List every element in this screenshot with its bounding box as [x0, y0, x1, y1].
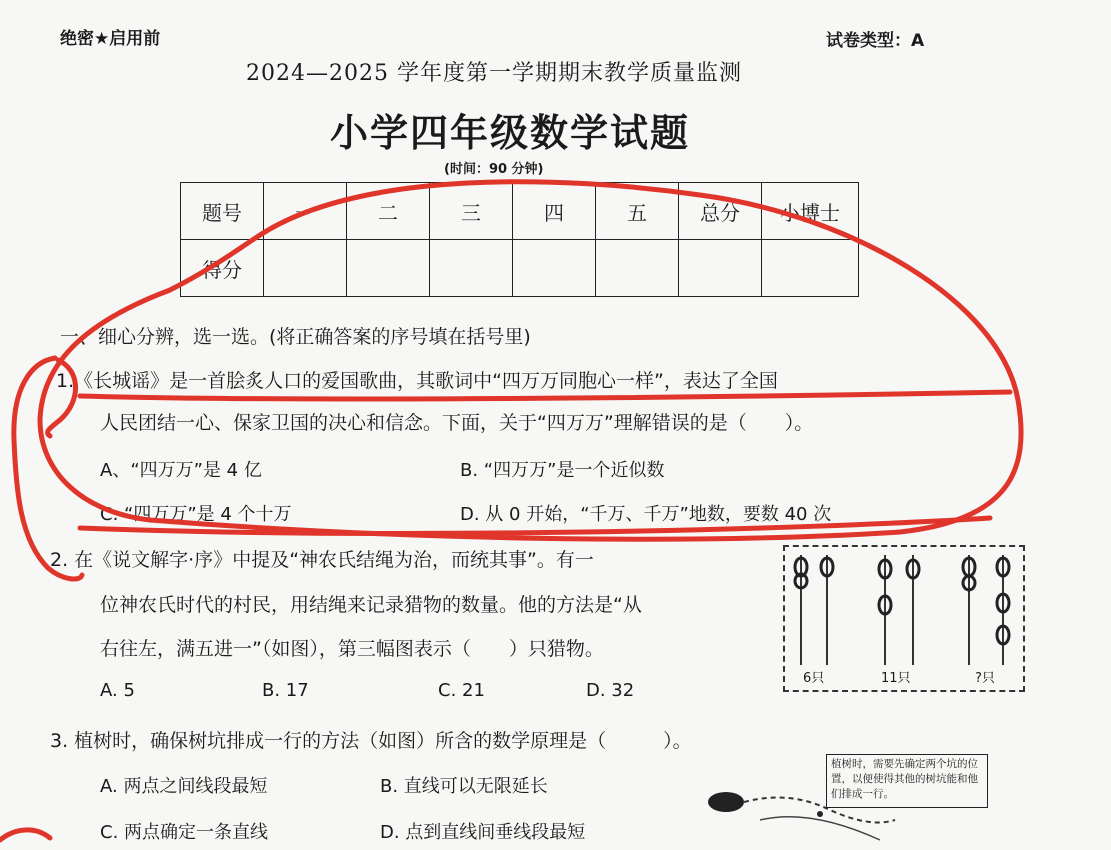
score-table	[180, 182, 859, 297]
question-1-line-1: 1.《长城谣》是一首脍炙人口的爱国歌曲，其歌词中“四万万同胞心一样”，表达了全国	[56, 370, 778, 392]
q1-option-a[interactable]: A、“四万万”是 4 亿	[100, 460, 262, 481]
score-input-cell[interactable]	[264, 240, 347, 297]
q3-option-d[interactable]: D. 点到直线间垂线段最短	[380, 822, 586, 843]
question-2-line-2: 位神农氏时代的村民，用结绳来记录猎物的数量。他的方法是“从	[100, 594, 642, 616]
section-heading: 一、细心分辨，选一选。(将正确答案的序号填在括号里)	[60, 326, 531, 348]
table-cell: 总分	[679, 183, 762, 240]
q1-option-d[interactable]: D. 从 0 开始，“千万、千万”地数，要数 40 次	[460, 504, 832, 525]
time-note: (时间：90 分钟)	[444, 162, 544, 177]
table-cell: 一	[264, 183, 347, 240]
q1-option-b[interactable]: B. “四万万”是一个近似数	[460, 460, 665, 481]
score-input-cell[interactable]	[596, 240, 679, 297]
q3-option-c[interactable]: C. 两点确定一条直线	[100, 822, 269, 843]
q3-option-b[interactable]: B. 直线可以无限延长	[380, 776, 548, 797]
q2-option-c[interactable]: C. 21	[438, 680, 485, 701]
score-input-cell[interactable]	[347, 240, 430, 297]
score-input-cell[interactable]	[513, 240, 596, 297]
paper-type-label: 试卷类型：A	[826, 31, 925, 51]
question-2-line-3: 右往左，满五进一”（如图），第三幅图表示（ ）只猎物。	[100, 638, 604, 660]
page-title: 小学四年级数学试题	[330, 111, 691, 155]
question-3-line-1: 3. 植树时，确保树坑排成一行的方法（如图）所含的数学原理是（ ）。	[50, 730, 692, 752]
knot-figure	[783, 545, 1025, 692]
q3-option-a[interactable]: A. 两点之间线段最短	[100, 776, 268, 797]
score-table-header-row	[181, 183, 859, 240]
knot-label-2: 11只	[881, 671, 911, 686]
table-cell: 三	[430, 183, 513, 240]
tree-planting-note: 植树时，需要先确定两个坑的位置，以便使得其他的树坑能和他们排成一行。	[826, 754, 988, 808]
score-input-cell[interactable]	[679, 240, 762, 297]
confidential-label: 绝密★启用前	[60, 29, 161, 49]
q2-option-b[interactable]: B. 17	[262, 680, 309, 701]
knot-label-1: 6只	[803, 671, 825, 686]
table-cell: 二	[347, 183, 430, 240]
table-cell: 题号	[181, 183, 264, 240]
table-cell: 小博士	[762, 183, 859, 240]
q1-option-c[interactable]: C. “四万万”是 4 个十万	[100, 504, 292, 525]
table-cell: 五	[596, 183, 679, 240]
table-cell: 四	[513, 183, 596, 240]
question-2-line-1: 2. 在《说文解字·序》中提及“神农氏结绳为治，而统其事”。有一	[50, 549, 594, 571]
knot-ropes-illustration	[785, 547, 1023, 667]
knot-label-3: ?只	[975, 671, 995, 686]
score-input-cell[interactable]	[762, 240, 859, 297]
question-1-line-2: 人民团结一心、保家卫国的决心和信念。下面，关于“四万万”理解错误的是（ ）。	[100, 412, 814, 434]
q2-option-d[interactable]: D. 32	[586, 680, 635, 701]
q2-option-a[interactable]: A. 5	[100, 680, 135, 701]
score-table-score-row	[181, 240, 859, 297]
tree-planting-illustration	[700, 780, 900, 850]
table-cell: 得分	[181, 240, 264, 297]
score-input-cell[interactable]	[430, 240, 513, 297]
exam-header: 2024—2025 学年度第一学期期末教学质量监测	[246, 61, 742, 86]
